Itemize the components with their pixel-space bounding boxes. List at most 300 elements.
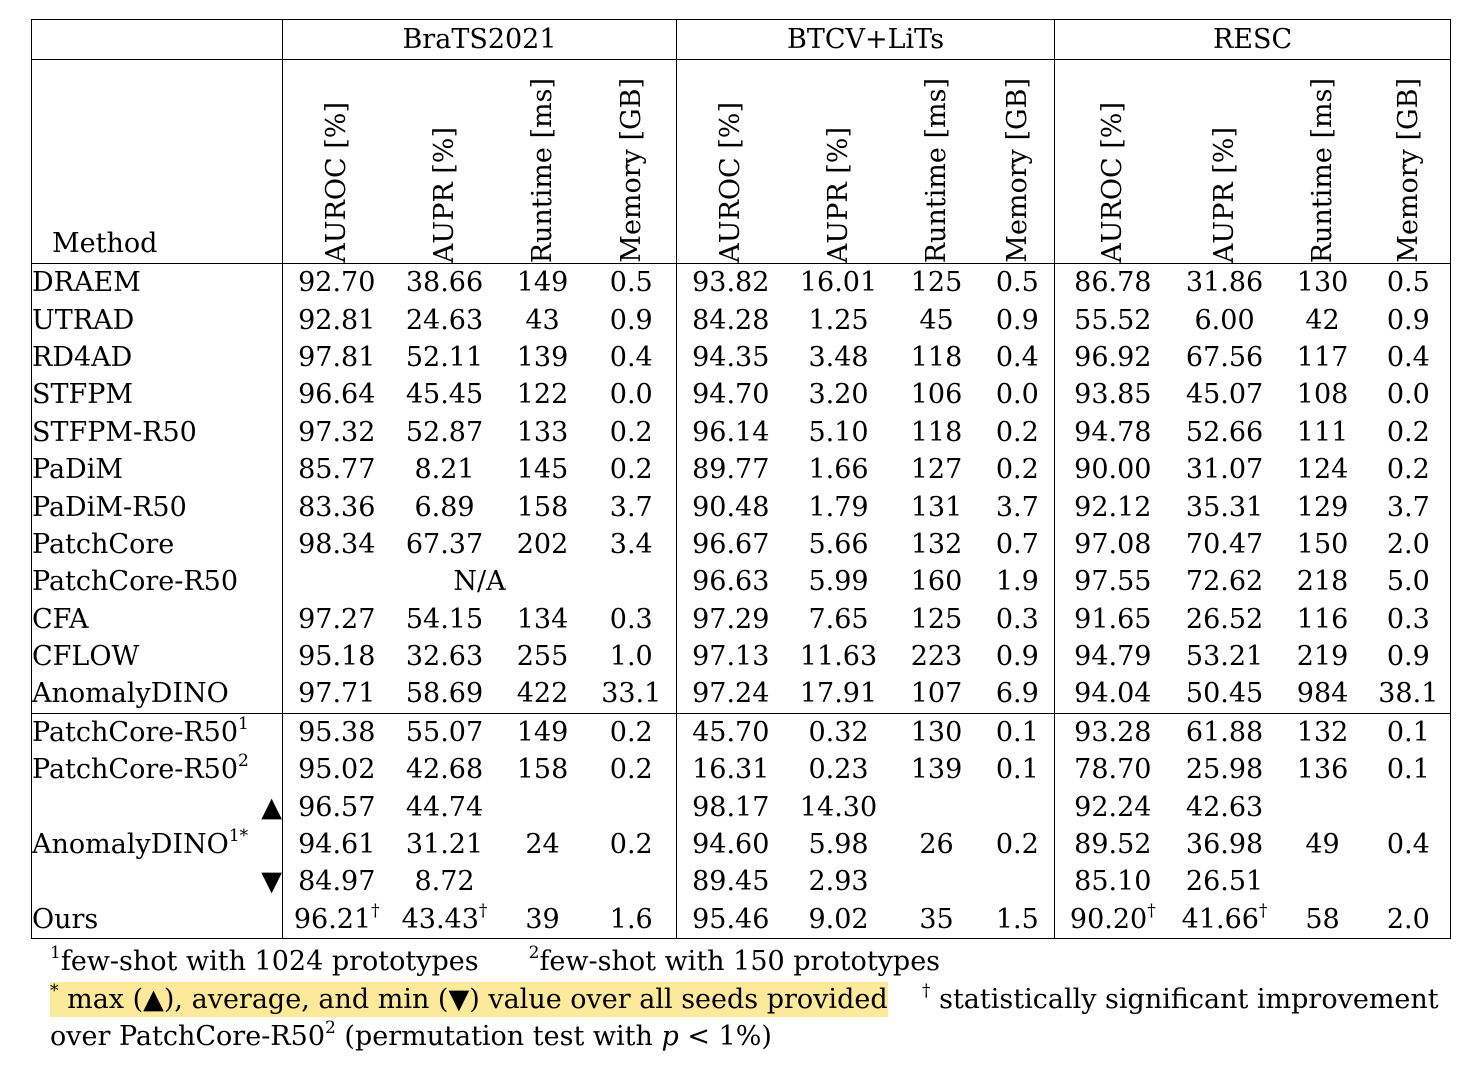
value-text: 0.4 bbox=[609, 341, 653, 373]
value-cell bbox=[1055, 451, 1171, 488]
value-text: 3.7 bbox=[609, 491, 653, 523]
value-text: 14.30 bbox=[799, 791, 878, 823]
group-header-brats: BraTS2021 bbox=[283, 20, 677, 60]
value-text: 118 bbox=[910, 341, 963, 373]
results-table bbox=[31, 19, 1451, 939]
metric-header bbox=[785, 60, 893, 264]
value-text: 92.24 bbox=[1074, 791, 1152, 823]
value-text: 5.99 bbox=[808, 566, 869, 598]
value-cell bbox=[391, 675, 499, 713]
table-row bbox=[32, 601, 1451, 638]
value-cell bbox=[893, 488, 981, 525]
metric-header-label: AUROC [%] bbox=[715, 102, 747, 263]
table-row bbox=[32, 339, 1451, 376]
value-text: 96.64 bbox=[298, 379, 376, 411]
value-text: 58.69 bbox=[405, 678, 484, 710]
metric-header-label: AUPR [%] bbox=[1209, 126, 1241, 263]
value-text: 0.3 bbox=[1386, 603, 1430, 635]
method-name: AnomalyDINO bbox=[32, 829, 229, 861]
footnote-2-text: few-shot with 150 prototypes bbox=[539, 946, 941, 977]
value-cell bbox=[283, 526, 391, 563]
method-name: STFPM bbox=[32, 379, 134, 411]
value-cell bbox=[1367, 901, 1451, 939]
value-text: 24 bbox=[525, 829, 560, 861]
value-cell bbox=[1055, 826, 1171, 863]
value-text: 219 bbox=[1296, 641, 1349, 673]
value-cell bbox=[677, 675, 785, 713]
value-text: 97.27 bbox=[298, 603, 376, 635]
value-cell bbox=[677, 301, 785, 338]
value-text: 3.4 bbox=[609, 528, 653, 560]
value-text: 107 bbox=[910, 678, 963, 710]
value-cell bbox=[1055, 863, 1171, 900]
value-cell bbox=[587, 264, 677, 302]
value-text: 45.07 bbox=[1185, 379, 1264, 411]
method-name: ▲ bbox=[261, 791, 282, 823]
value-text: 17.91 bbox=[799, 678, 878, 710]
table-row bbox=[32, 488, 1451, 525]
metric-header bbox=[981, 60, 1055, 264]
metric-header bbox=[677, 60, 785, 264]
value-cell bbox=[677, 826, 785, 863]
value-cell bbox=[391, 376, 499, 413]
value-cell bbox=[499, 788, 587, 825]
value-text: 8.21 bbox=[414, 454, 475, 486]
value-cell bbox=[1055, 526, 1171, 563]
value-cell bbox=[785, 601, 893, 638]
value-cell bbox=[1171, 339, 1279, 376]
value-text: 94.35 bbox=[692, 341, 770, 373]
value-text: 52.11 bbox=[405, 341, 484, 373]
value-cell bbox=[283, 863, 391, 900]
value-text: 90.00 bbox=[1074, 454, 1152, 486]
value-cell bbox=[677, 788, 785, 825]
metric-header-label: AUPR [%] bbox=[429, 126, 460, 263]
value-cell bbox=[1367, 264, 1451, 302]
value-text: 0.32 bbox=[808, 716, 869, 748]
value-text: 94.60 bbox=[692, 829, 770, 861]
value-cell bbox=[1279, 526, 1367, 563]
value-cell bbox=[499, 264, 587, 302]
value-text: 145 bbox=[516, 454, 569, 486]
value-cell bbox=[1171, 414, 1279, 451]
value-text: 0.23 bbox=[808, 754, 869, 786]
method-footnote-mark: 2 bbox=[238, 751, 249, 772]
value-text: 127 bbox=[910, 454, 963, 486]
value-cell bbox=[587, 301, 677, 338]
value-text: 45.70 bbox=[692, 716, 770, 748]
value-cell bbox=[499, 339, 587, 376]
value-cell bbox=[587, 526, 677, 563]
value-cell bbox=[587, 376, 677, 413]
value-cell bbox=[1279, 638, 1367, 675]
value-cell bbox=[499, 751, 587, 788]
method-cell bbox=[32, 264, 283, 302]
value-text: 94.61 bbox=[298, 829, 376, 861]
value-text: 3.7 bbox=[995, 491, 1039, 523]
value-text: 89.77 bbox=[692, 454, 770, 486]
value-cell bbox=[677, 751, 785, 788]
value-cell bbox=[893, 339, 981, 376]
value-cell bbox=[1171, 563, 1279, 600]
metric-header bbox=[587, 60, 677, 264]
value-cell bbox=[1055, 563, 1171, 600]
value-cell bbox=[893, 563, 981, 600]
value-cell bbox=[587, 826, 677, 863]
value-text: 0.9 bbox=[995, 304, 1039, 336]
value-cell bbox=[283, 675, 391, 713]
value-text: 111 bbox=[1296, 416, 1349, 448]
method-name: DRAEM bbox=[32, 267, 141, 299]
value-cell bbox=[785, 339, 893, 376]
metric-header bbox=[1171, 60, 1279, 264]
value-cell bbox=[1367, 675, 1451, 713]
value-cell bbox=[893, 376, 981, 413]
method-name: PatchCore-R50 bbox=[32, 566, 239, 598]
value-text: 32.63 bbox=[405, 641, 484, 673]
value-cell bbox=[1279, 414, 1367, 451]
method-cell bbox=[32, 488, 283, 525]
value-cell bbox=[981, 414, 1055, 451]
value-cell bbox=[283, 788, 391, 825]
value-text: 96.21 bbox=[293, 903, 372, 935]
method-cell bbox=[32, 713, 283, 751]
value-text: 0.1 bbox=[995, 716, 1039, 748]
value-cell bbox=[1171, 863, 1279, 900]
value-cell bbox=[1171, 488, 1279, 525]
value-text: 0.1 bbox=[1386, 754, 1430, 786]
value-text: 55.52 bbox=[1074, 304, 1152, 336]
value-cell bbox=[981, 788, 1055, 825]
metric-header bbox=[391, 60, 499, 264]
value-cell bbox=[1279, 488, 1367, 525]
footnote-5-text-a: over PatchCore-R50 bbox=[50, 1021, 325, 1052]
value-cell bbox=[785, 264, 893, 302]
value-text: 95.18 bbox=[298, 641, 376, 673]
value-text: 97.13 bbox=[692, 641, 770, 673]
method-cell bbox=[32, 563, 283, 600]
footnote-4-text: statistically significant improvement bbox=[939, 984, 1439, 1015]
value-cell bbox=[1055, 601, 1171, 638]
value-text: 97.55 bbox=[1074, 566, 1152, 598]
value-text: 41.66 bbox=[1181, 903, 1259, 935]
value-cell bbox=[1367, 339, 1451, 376]
value-text: 1.5 bbox=[995, 903, 1039, 935]
value-text: 106 bbox=[910, 379, 963, 411]
value-cell bbox=[785, 488, 893, 525]
value-text: 89.52 bbox=[1074, 829, 1152, 861]
value-text: 202 bbox=[516, 528, 569, 560]
value-text: 149 bbox=[516, 267, 569, 299]
value-cell bbox=[1055, 788, 1171, 825]
table-row bbox=[32, 301, 1451, 338]
value-cell bbox=[391, 901, 499, 939]
value-cell bbox=[1279, 563, 1367, 600]
value-text: 35.31 bbox=[1185, 491, 1264, 523]
value-cell bbox=[283, 451, 391, 488]
value-cell bbox=[677, 563, 785, 600]
value-cell bbox=[1171, 751, 1279, 788]
value-cell bbox=[893, 863, 981, 900]
value-text: 84.97 bbox=[298, 866, 376, 898]
value-text: 0.4 bbox=[1386, 829, 1430, 861]
value-cell bbox=[499, 638, 587, 675]
table-row bbox=[32, 863, 1451, 900]
value-cell bbox=[677, 638, 785, 675]
value-cell bbox=[391, 488, 499, 525]
value-text: 0.0 bbox=[609, 379, 653, 411]
value-cell bbox=[1055, 301, 1171, 338]
value-cell bbox=[499, 376, 587, 413]
value-cell bbox=[1367, 601, 1451, 638]
footnote-1-mark: 1 bbox=[50, 943, 61, 963]
value-cell bbox=[587, 601, 677, 638]
value-cell bbox=[785, 451, 893, 488]
table-row bbox=[32, 751, 1451, 788]
footnote-5-p: p bbox=[661, 1021, 679, 1052]
value-cell bbox=[499, 713, 587, 751]
value-cell bbox=[391, 601, 499, 638]
value-cell bbox=[785, 901, 893, 939]
metric-header bbox=[1055, 60, 1171, 264]
value-cell bbox=[893, 301, 981, 338]
value-cell bbox=[283, 414, 391, 451]
value-cell bbox=[1171, 264, 1279, 302]
value-text: 0.2 bbox=[995, 829, 1039, 861]
value-cell bbox=[1055, 488, 1171, 525]
value-cell bbox=[981, 863, 1055, 900]
method-name: CFLOW bbox=[32, 641, 140, 673]
value-text: 131 bbox=[910, 491, 963, 523]
value-cell bbox=[587, 863, 677, 900]
footnote-line-2b bbox=[922, 981, 1439, 1015]
value-cell bbox=[677, 414, 785, 451]
value-cell bbox=[893, 526, 981, 563]
value-text: 26.51 bbox=[1185, 866, 1264, 898]
value-cell bbox=[1367, 488, 1451, 525]
value-text: 1.79 bbox=[808, 491, 869, 523]
metric-header bbox=[283, 60, 391, 264]
value-cell bbox=[391, 788, 499, 825]
value-cell bbox=[391, 751, 499, 788]
value-cell bbox=[981, 339, 1055, 376]
value-cell bbox=[1055, 264, 1171, 302]
value-text: 129 bbox=[1296, 491, 1349, 523]
value-cell bbox=[499, 488, 587, 525]
method-footnote-mark: 1* bbox=[228, 826, 249, 847]
method-name: PatchCore-R50 bbox=[32, 716, 239, 748]
value-text: 42.68 bbox=[405, 754, 484, 786]
value-cell bbox=[1367, 376, 1451, 413]
method-column-header: Method bbox=[32, 60, 283, 264]
value-text: 0.1 bbox=[1386, 716, 1430, 748]
value-text: 97.81 bbox=[298, 341, 376, 373]
value-text: 0.2 bbox=[995, 454, 1039, 486]
value-text: 92.70 bbox=[298, 267, 376, 299]
significance-dagger: † bbox=[478, 900, 488, 921]
value-cell bbox=[391, 451, 499, 488]
footnote-5-sup: 2 bbox=[325, 1018, 336, 1038]
value-text: 108 bbox=[1296, 379, 1349, 411]
value-cell bbox=[1367, 563, 1451, 600]
table-row bbox=[32, 264, 1451, 302]
value-cell bbox=[391, 414, 499, 451]
value-text: 0.2 bbox=[609, 829, 653, 861]
value-cell bbox=[893, 638, 981, 675]
value-text: 36.98 bbox=[1185, 829, 1264, 861]
value-text: 5.98 bbox=[808, 829, 869, 861]
value-cell bbox=[981, 675, 1055, 713]
value-text: 94.78 bbox=[1074, 416, 1152, 448]
value-text: 0.2 bbox=[1386, 416, 1430, 448]
value-cell bbox=[893, 751, 981, 788]
value-text: 54.15 bbox=[405, 603, 484, 635]
not-available-cell: N/A bbox=[283, 563, 677, 600]
footnote-5-text-b: (permutation test with bbox=[344, 1021, 653, 1052]
value-cell bbox=[893, 901, 981, 939]
value-text: 42 bbox=[1305, 304, 1340, 336]
value-cell bbox=[1367, 788, 1451, 825]
value-text: 72.62 bbox=[1185, 566, 1264, 598]
metric-header-label: Memory [GB] bbox=[615, 78, 647, 263]
value-cell bbox=[1055, 414, 1171, 451]
value-text: 0.2 bbox=[609, 754, 653, 786]
value-text: 2.0 bbox=[1386, 528, 1430, 560]
value-text: 139 bbox=[910, 754, 963, 786]
value-text: 0.2 bbox=[609, 716, 653, 748]
value-text: 84.28 bbox=[692, 304, 770, 336]
value-text: 58 bbox=[1305, 903, 1340, 935]
value-text: 0.4 bbox=[1386, 341, 1430, 373]
value-cell bbox=[587, 788, 677, 825]
value-text: 90.48 bbox=[692, 491, 770, 523]
value-text: 0.2 bbox=[609, 416, 653, 448]
value-text: 150 bbox=[1296, 528, 1349, 560]
value-cell bbox=[1171, 826, 1279, 863]
value-text: 3.7 bbox=[1386, 491, 1430, 523]
value-text: 83.36 bbox=[298, 491, 376, 523]
table-row bbox=[32, 563, 1451, 600]
value-cell bbox=[1171, 638, 1279, 675]
value-text: 45.45 bbox=[405, 379, 484, 411]
method-cell bbox=[32, 638, 283, 675]
metric-header-label: Memory [GB] bbox=[1392, 78, 1424, 263]
significance-dagger: † bbox=[1147, 900, 1156, 921]
method-name: UTRAD bbox=[32, 304, 135, 336]
value-cell bbox=[785, 751, 893, 788]
value-text: 38.66 bbox=[405, 267, 484, 299]
value-text: 125 bbox=[910, 603, 963, 635]
value-cell bbox=[1279, 301, 1367, 338]
value-cell bbox=[499, 901, 587, 939]
metric-header-label: Memory [GB] bbox=[1001, 78, 1033, 263]
value-text: 43.43 bbox=[401, 903, 479, 935]
value-text: 89.45 bbox=[692, 866, 770, 898]
value-text: 98.17 bbox=[692, 791, 770, 823]
method-cell bbox=[32, 601, 283, 638]
value-cell bbox=[981, 376, 1055, 413]
value-cell bbox=[981, 601, 1055, 638]
metric-header bbox=[893, 60, 981, 264]
method-name: Ours bbox=[32, 903, 99, 935]
value-text: 0.0 bbox=[1386, 379, 1430, 411]
method-cell bbox=[32, 339, 283, 376]
value-text: 35 bbox=[919, 903, 954, 935]
value-cell bbox=[981, 563, 1055, 600]
value-text: 33.1 bbox=[601, 678, 662, 710]
value-cell bbox=[1171, 526, 1279, 563]
value-cell bbox=[1279, 826, 1367, 863]
value-cell bbox=[1279, 264, 1367, 302]
value-text: 94.70 bbox=[692, 379, 770, 411]
value-cell bbox=[499, 601, 587, 638]
value-text: 0.5 bbox=[609, 267, 653, 299]
value-text: 61.88 bbox=[1185, 716, 1264, 748]
value-text: 95.38 bbox=[298, 716, 376, 748]
value-text: 31.07 bbox=[1185, 454, 1264, 486]
value-cell bbox=[1279, 451, 1367, 488]
value-text: 92.81 bbox=[298, 304, 376, 336]
method-name: PatchCore-R50 bbox=[32, 754, 239, 786]
method-name: PaDiM bbox=[32, 454, 123, 486]
value-cell bbox=[1055, 713, 1171, 751]
corner-cell bbox=[32, 20, 283, 60]
value-text: 8.72 bbox=[414, 866, 475, 898]
value-text: 96.67 bbox=[692, 528, 770, 560]
value-text: 55.07 bbox=[405, 716, 484, 748]
value-cell bbox=[283, 488, 391, 525]
method-name: STFPM-R50 bbox=[32, 416, 197, 448]
value-text: 92.12 bbox=[1074, 491, 1152, 523]
value-cell bbox=[677, 863, 785, 900]
value-cell bbox=[1279, 863, 1367, 900]
value-cell bbox=[785, 863, 893, 900]
value-text: 422 bbox=[516, 678, 569, 710]
metric-header bbox=[499, 60, 587, 264]
value-text: 93.85 bbox=[1074, 379, 1152, 411]
value-cell bbox=[283, 601, 391, 638]
value-text: 67.37 bbox=[405, 528, 484, 560]
value-text: 44.74 bbox=[405, 791, 484, 823]
value-cell bbox=[1279, 601, 1367, 638]
value-cell bbox=[1279, 788, 1367, 825]
max-marker bbox=[32, 788, 283, 825]
value-cell bbox=[499, 301, 587, 338]
value-text: 11.63 bbox=[799, 641, 878, 673]
value-text: 24.63 bbox=[405, 304, 484, 336]
value-cell bbox=[981, 751, 1055, 788]
value-text: 49 bbox=[1305, 829, 1340, 861]
value-cell bbox=[1279, 675, 1367, 713]
table-row bbox=[32, 451, 1451, 488]
value-cell bbox=[785, 788, 893, 825]
value-cell bbox=[677, 526, 785, 563]
metric-header bbox=[1279, 60, 1367, 264]
value-text: 31.21 bbox=[405, 829, 484, 861]
value-text: 0.3 bbox=[609, 603, 653, 635]
value-cell bbox=[1279, 376, 1367, 413]
method-name: RD4AD bbox=[32, 341, 133, 373]
value-cell bbox=[785, 563, 893, 600]
table-row bbox=[32, 788, 1451, 825]
value-text: 2.0 bbox=[1386, 903, 1430, 935]
value-cell bbox=[677, 713, 785, 751]
value-cell bbox=[1367, 451, 1451, 488]
value-cell bbox=[499, 526, 587, 563]
footnote-1-text: few-shot with 1024 prototypes bbox=[60, 946, 479, 977]
value-text: 1.6 bbox=[609, 903, 653, 935]
value-text: 0.1 bbox=[995, 754, 1039, 786]
